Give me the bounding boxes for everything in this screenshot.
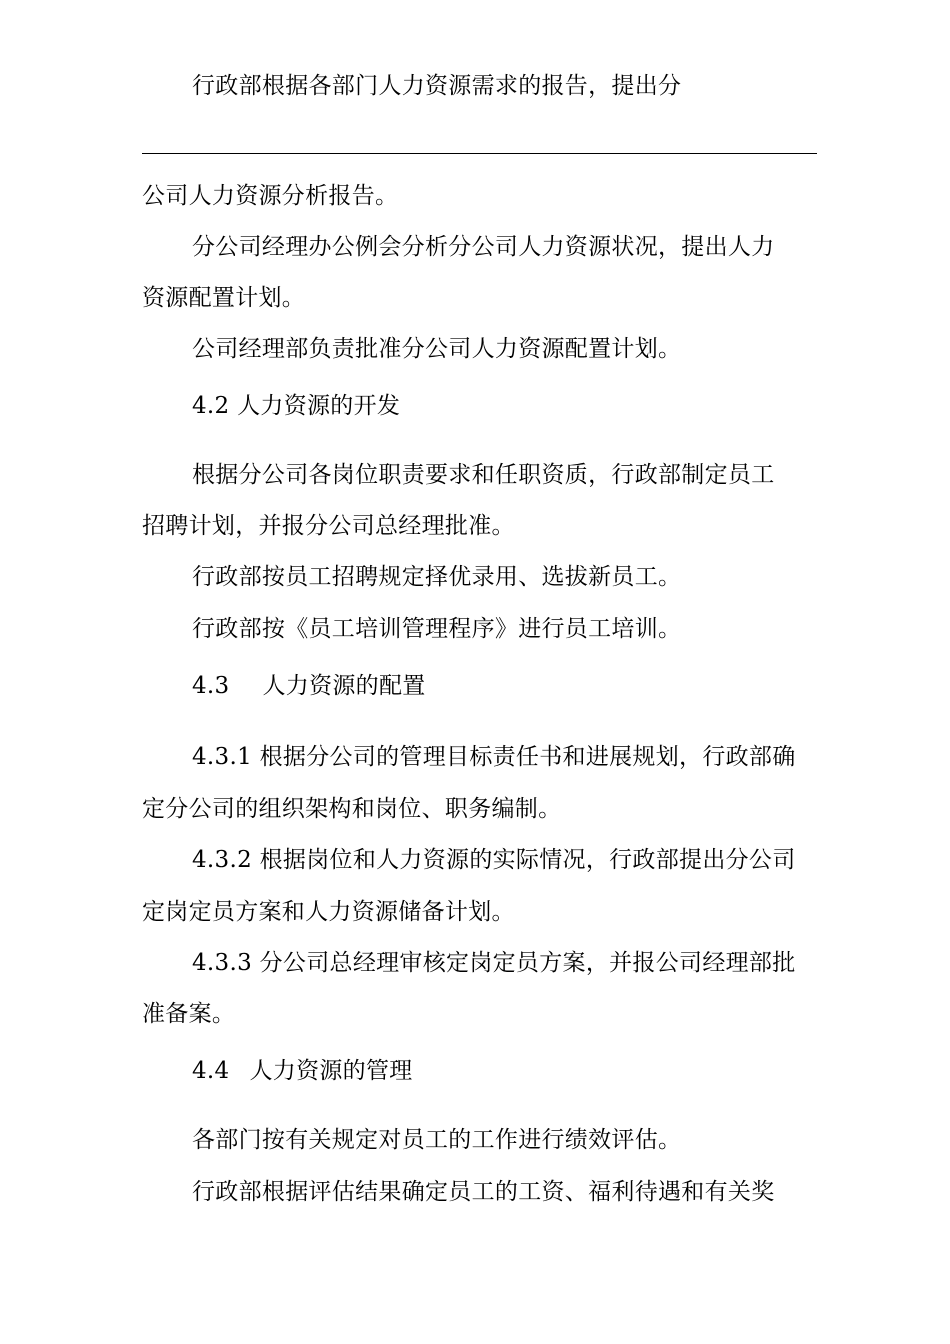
paragraph-line: 定分公司的组织架构和岗位、职务编制。 xyxy=(142,796,562,822)
section-heading-4-3 xyxy=(192,671,426,701)
header-text: 行政部根据各部门人力资源需求的报告，提出分 xyxy=(192,73,682,99)
section-title: 人力资源的配置 xyxy=(262,673,426,699)
paragraph-line: 招聘计划，并报分公司总经理批准。 xyxy=(142,513,515,539)
paragraph-line: 公司经理部负责批准分公司人力资源配置计划。 xyxy=(192,336,682,362)
section-number: 4.4 xyxy=(192,1058,230,1084)
paragraph-line: 行政部按员工招聘规定择优录用、选拔新员工。 xyxy=(192,564,682,590)
paragraph-line: 资源配置计划。 xyxy=(142,285,306,311)
paragraph-line: 4.3.1 根据分公司的管理目标责任书和进展规划，行政部确 xyxy=(192,744,796,770)
paragraph-line: 行政部根据评估结果确定员工的工资、福利待遇和有关奖 xyxy=(192,1179,775,1205)
paragraph-line: 各部门按有关规定对员工的工作进行绩效评估。 xyxy=(192,1127,682,1153)
paragraph-line: 4.3.2 根据岗位和人力资源的实际情况，行政部提出分公司 xyxy=(192,847,796,873)
section-number: 4.3 xyxy=(192,673,230,699)
section-title: 人力资源的管理 xyxy=(249,1058,413,1084)
paragraph-line: 公司人力资源分析报告。 xyxy=(142,183,399,209)
paragraph-line: 分公司经理办公例会分析分公司人力资源状况，提出人力 xyxy=(192,234,775,260)
paragraph-line: 根据分公司各岗位职责要求和任职资质，行政部制定员工 xyxy=(192,462,775,488)
paragraph-line: 4.3.3 分公司总经理审核定岗定员方案，并报公司经理部批 xyxy=(192,950,796,976)
section-heading-4-4 xyxy=(192,1056,413,1086)
paragraph-line: 行政部按《员工培训管理程序》进行员工培训。 xyxy=(192,616,682,642)
paragraph-line: 准备案。 xyxy=(142,1001,236,1027)
section-heading-4-2: 4.2 人力资源的开发 xyxy=(192,393,401,419)
paragraph-line: 定岗定员方案和人力资源储备计划。 xyxy=(142,899,515,925)
header-rule xyxy=(142,153,817,154)
